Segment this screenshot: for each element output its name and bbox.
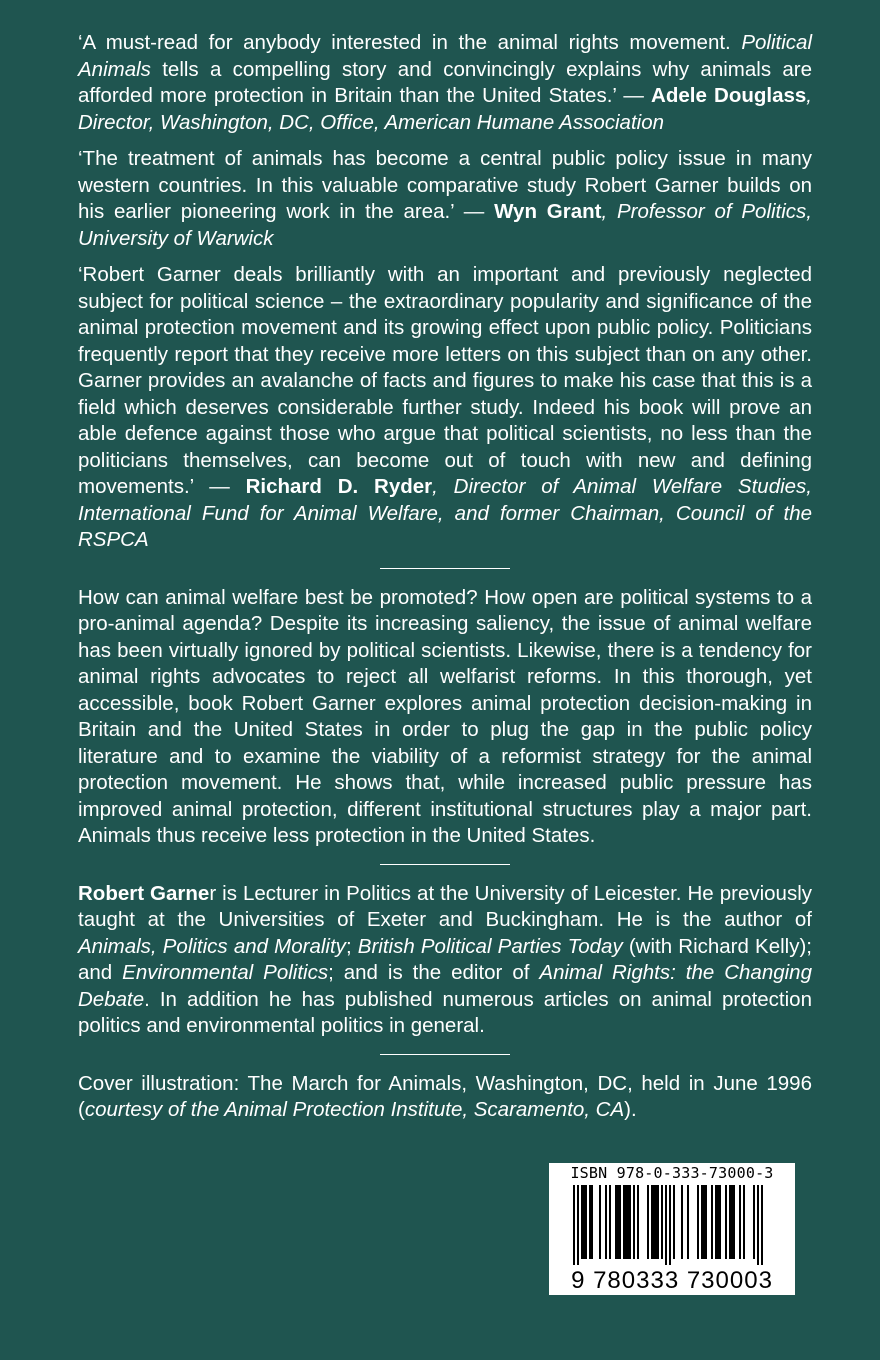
barcode-bar [653, 1185, 655, 1259]
barcode-bar [599, 1185, 601, 1259]
barcode-bar [577, 1185, 579, 1265]
barcode-bar [629, 1185, 631, 1259]
barcode-bar [619, 1185, 621, 1259]
barcode-bar [661, 1185, 663, 1259]
divider [380, 864, 510, 865]
barcode-bar [655, 1185, 657, 1259]
barcode-bar [725, 1185, 727, 1259]
barcode-bar [585, 1185, 587, 1259]
barcode-bar [617, 1185, 619, 1259]
barcode-bar [697, 1185, 699, 1259]
barcode-bar [687, 1185, 689, 1259]
isbn-barcode [549, 1163, 795, 1295]
barcode-bar [625, 1185, 627, 1259]
barcode-bar [719, 1185, 721, 1259]
quote-author: Richard D. Ryder [245, 475, 433, 498]
barcode-bar [615, 1185, 617, 1259]
barcode-bar [731, 1185, 733, 1259]
barcode-bar [753, 1185, 755, 1259]
barcode-bar [633, 1185, 635, 1259]
barcode-bar [701, 1185, 703, 1259]
barcode-bar [757, 1185, 759, 1265]
barcode-bar [665, 1185, 667, 1265]
cover-credit: Cover illustration: The March for Animals, Washington, DC, held in June 1996 (courtesy of the Animal Protection Institute, Scaramento, CA). [78, 1071, 812, 1121]
quote-author: Adele Douglass [651, 84, 807, 107]
barcode-bars [559, 1185, 785, 1265]
barcode-bar [651, 1185, 653, 1259]
barcode-bar [681, 1185, 683, 1259]
barcode-bar [733, 1185, 735, 1259]
review-quote-douglass: ‘A must-read for anybody interested in the animal rights movement. Political Animals tells a compelling story and convincingly explains why animals are afforded more protection in Britain than the United States.’ — Adele Douglass, Director, Washington, DC, Office, American Humane Association [78, 31, 812, 134]
barcode-bar [705, 1185, 707, 1259]
barcode-digits: 9 780333 730003 [571, 1267, 773, 1294]
divider [380, 568, 510, 569]
barcode-bar [711, 1185, 713, 1259]
isbn-label: ISBN 978-0-333-73000-3 [570, 1164, 774, 1182]
barcode-bar [715, 1185, 717, 1259]
barcode-bar [739, 1185, 741, 1259]
barcode-bar [703, 1185, 705, 1259]
barcode-bar [717, 1185, 719, 1259]
quote-author: Wyn Grant [494, 200, 602, 223]
quote-affiliation: , Professor of Politics, University of Warwick [78, 200, 812, 250]
barcode-bar [729, 1185, 731, 1259]
barcode-bar [761, 1185, 763, 1265]
barcode-bar [673, 1185, 675, 1259]
review-quote-grant: ‘The treatment of animals has become a central public policy issue in many western countries. In this valuable comparative study Robert Garner builds on his earlier pioneering work in the area.’ — Wyn Grant, Professor of Politics, University of Warwick [78, 147, 812, 250]
quote-affiliation: , Director of Animal Welfare Studies, International Fund for Animal Welfare, and former Chairman, Council of the RSPCA [78, 475, 812, 551]
book-description: How can animal welfare best be promoted? How open are political systems to a pro-animal agenda? Despite its increasing saliency, the issue of animal welfare has been virtually ignored by political scientists. Likewise, there is a tendency for animal rights advocates to reject all welfarist reforms. In this thorough, yet accessible, book Robert Garner explores animal protection decision-making in Britain and the United States in order to plug the gap in the public policy literature and to examine the viability of a reformist strategy for the animal protection movement. He shows that, while increased public pressure has improved animal protection, different institutional structures play a major part. Animals thus receive less protection in the United States. [78, 585, 812, 847]
barcode-bar [637, 1185, 639, 1259]
divider [380, 1054, 510, 1055]
barcode-bar [581, 1185, 583, 1259]
barcode-bar [583, 1185, 585, 1259]
back-cover-text [78, 30, 812, 1124]
barcode-bar [647, 1185, 649, 1259]
author-bio: Robert Garner is Lecturer in Politics at the University of Leicester. He previously taught at the Universities of Exeter and Buckingham. He is the author of Animals, Politics and Morality; British Political Parties Today (with Richard Kelly); and Environmental Politics; and is the editor of Animal Rights: the Changing Debate. In addition he has published numerous articles on animal protection politics and environmental politics in general. [78, 881, 813, 1037]
barcode-bar [657, 1185, 659, 1259]
barcode-bar [623, 1185, 625, 1259]
barcode-bar [743, 1185, 745, 1259]
quote-affiliation: , Director, Washington, DC, Office, American Humane Association [78, 84, 812, 134]
barcode-bar [609, 1185, 611, 1259]
barcode-bar [589, 1185, 591, 1259]
barcode-bar [573, 1185, 575, 1265]
review-quote-ryder: ‘Robert Garner deals brilliantly with an important and previously neglected subject for political science – the extraordinary popularity and significance of the animal protection movement and its growing effect upon public policy. Politicians frequently report that they receive more letters on this subject than on any other. Garner provides an avalanche of facts and figures to make his case that this is a field which deserves considerable further study. Indeed his book will prove an able defence against those who argue that political scientists, no less than the politicians themselves, can become out of touch with new and defining movements.’ — Richard D. Ryder, Director of Animal Welfare Studies, International Fund for Animal Welfare, and former Chairman, Council of the RSPCA [78, 263, 812, 551]
barcode-bar [591, 1185, 593, 1259]
barcode-bar [669, 1185, 671, 1265]
barcode-bar [605, 1185, 607, 1259]
barcode-bar [627, 1185, 629, 1259]
